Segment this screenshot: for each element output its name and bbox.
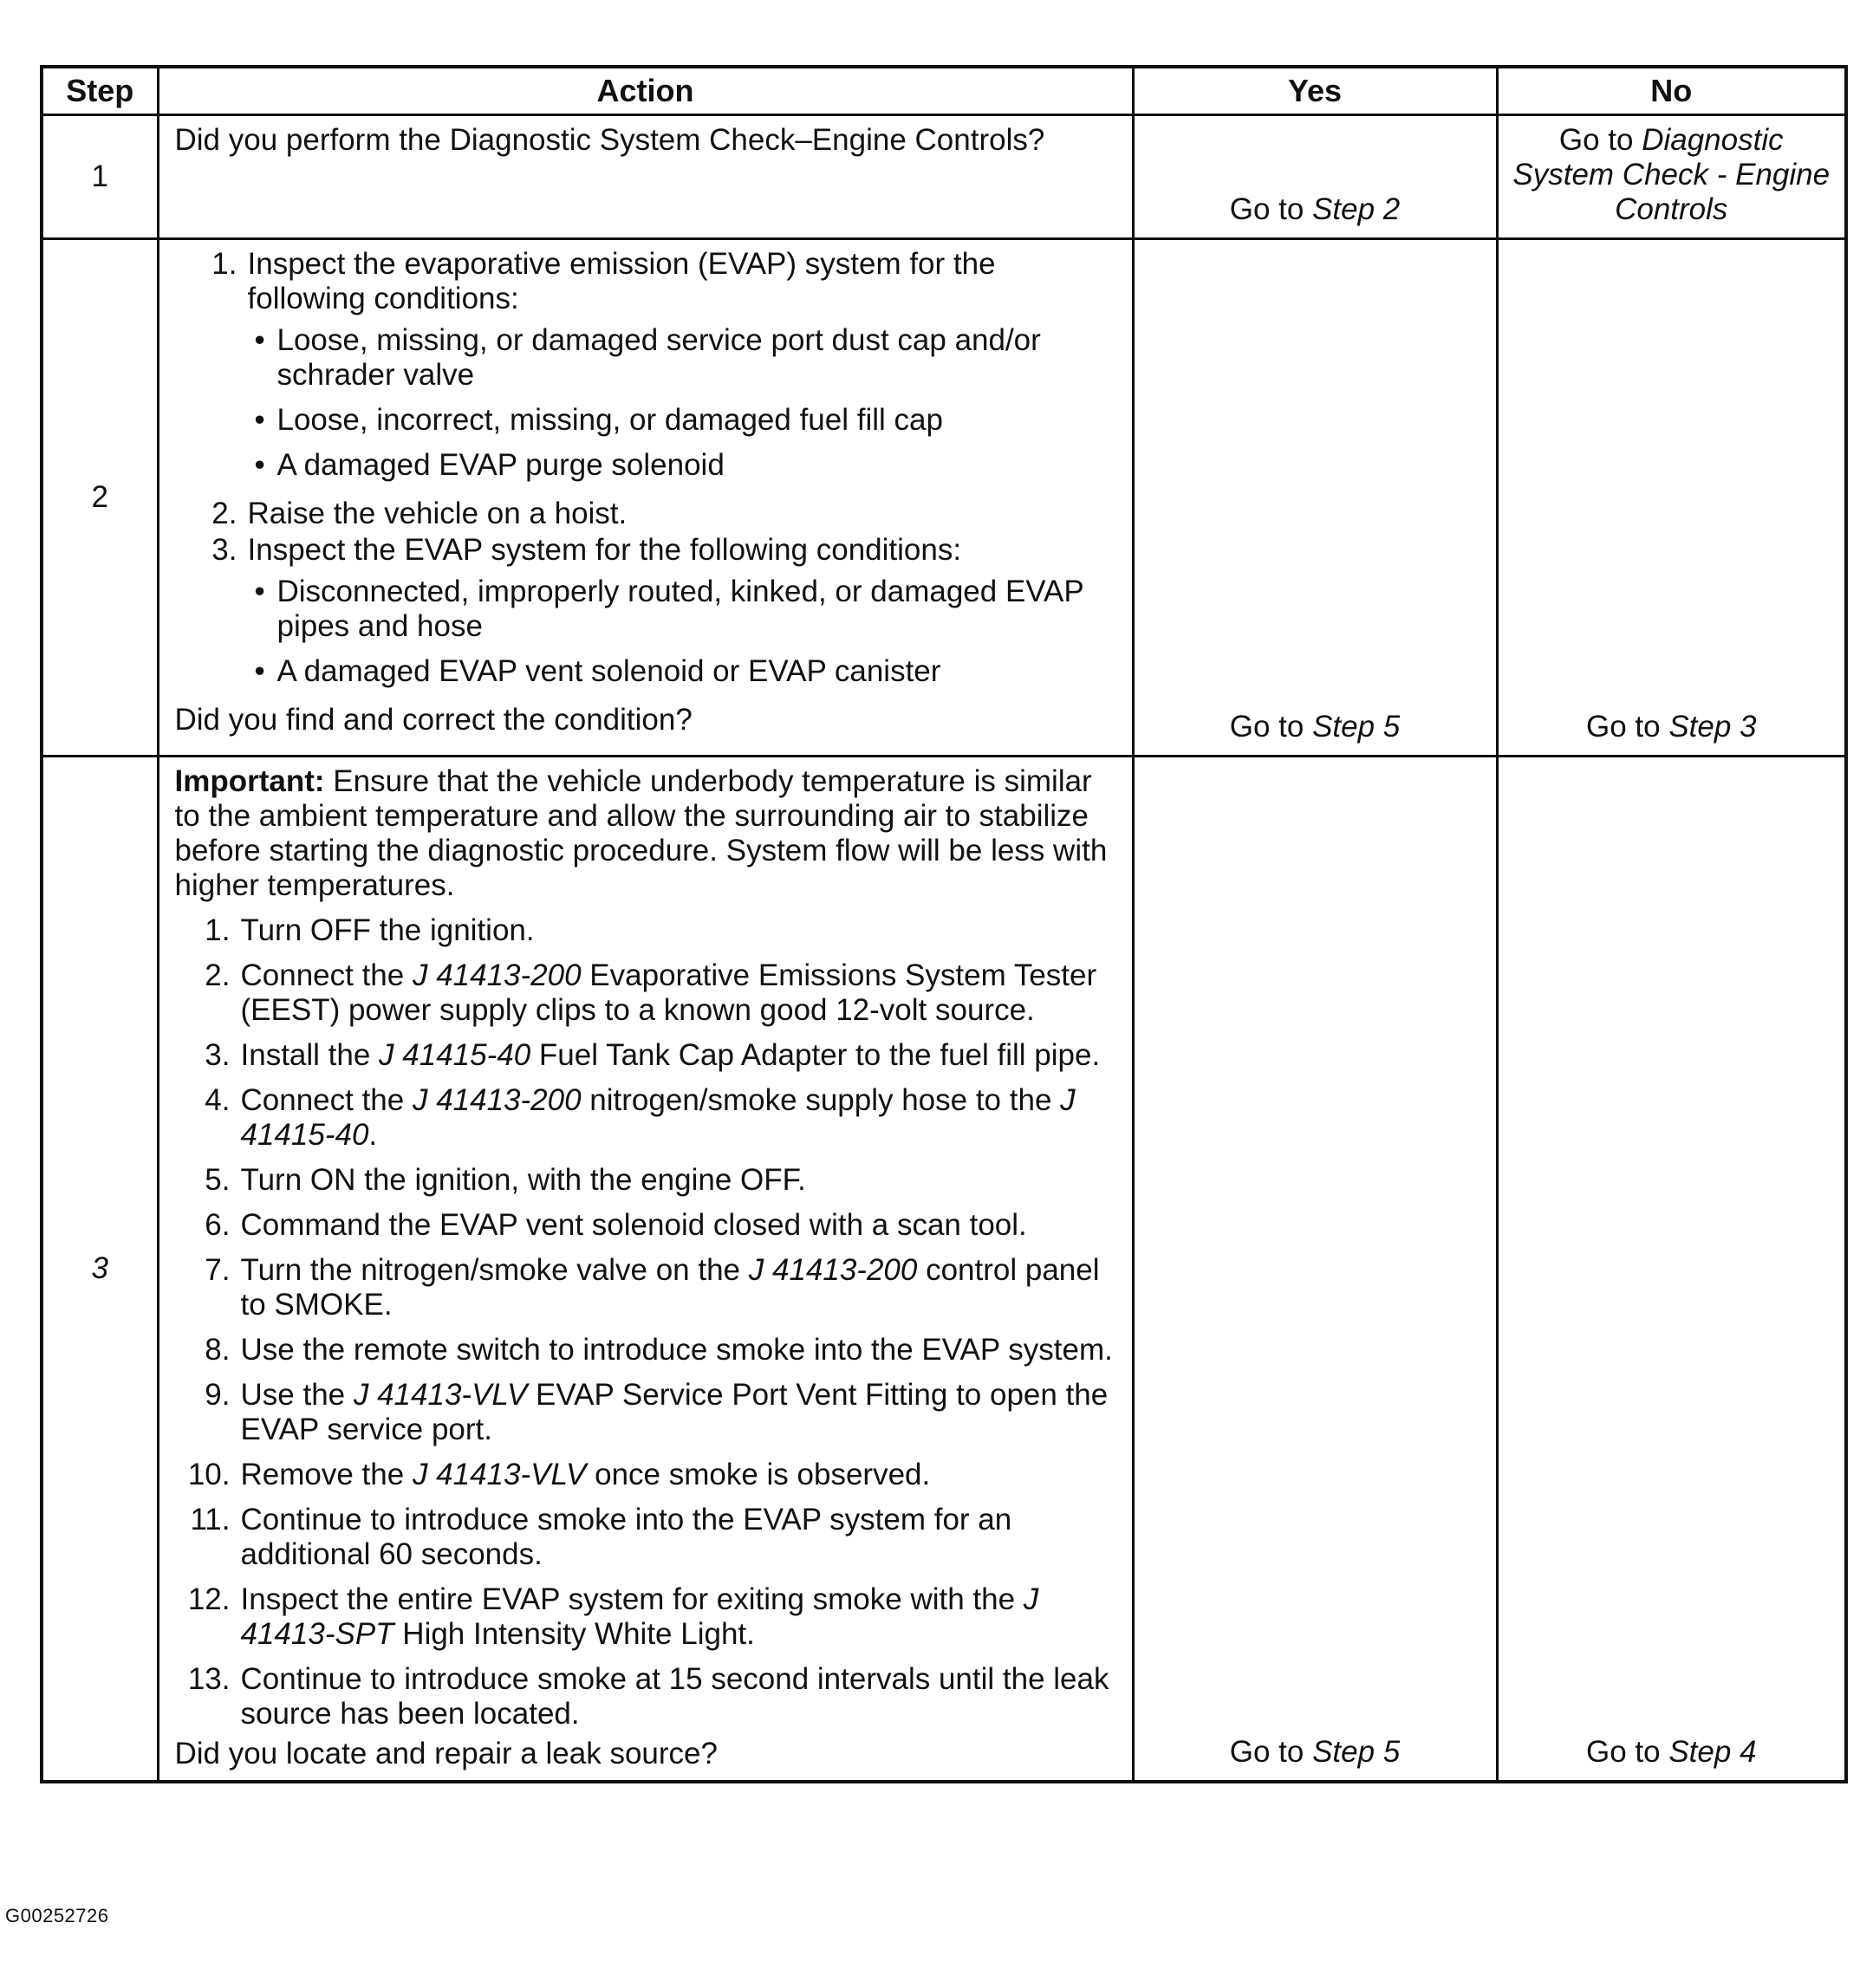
header-row [42, 67, 1846, 115]
question-text: Did you perform the Diagnostic System Check–Engine Controls? [174, 123, 1045, 157]
step-text: Raise the vehicle on a hoist. [247, 497, 628, 530]
procedure-step: 13. Continue to introduce smoke at 15 second intervals until the leak source has been located. [187, 1662, 1109, 1731]
procedure-step [175, 247, 1116, 486]
yes-cell [1133, 115, 1497, 239]
procedure-step: 10. Remove the J 41413-VLV once smoke is observed. [187, 1458, 931, 1491]
question-text: Did you find and correct the condition? [174, 703, 693, 737]
step-index: 2. [211, 497, 237, 530]
step-index: 3. [211, 533, 237, 567]
header-step: Step [42, 67, 158, 115]
header-no: No [1497, 67, 1846, 115]
step-number: 1 [42, 115, 158, 239]
important-text: Ensure that the vehicle underbody temperature is similar to the ambient temperature and allow the surrounding air to stabilize before starting the diagnostic procedure. System flow will be less with higher temperatures. [174, 764, 1108, 902]
table-row-step-3 [42, 757, 1846, 1783]
step-text: Inspect the EVAP system for the following conditions: [247, 533, 962, 567]
no-cell [1497, 115, 1846, 239]
header-yes: Yes [1133, 67, 1497, 115]
figure-id: G00252726 [5, 1905, 109, 1926]
no-step-link[interactable]: Diagnostic System Check - Engine Controls [1512, 123, 1831, 226]
procedure-step: 11. Continue to introduce smoke into the EVAP system for an additional 60 seconds. [190, 1503, 1012, 1571]
tool-reference: J 41413-VLV [353, 1378, 528, 1412]
procedure-step [175, 497, 1116, 531]
tool-reference: J 41415-40 [379, 1038, 531, 1072]
tool-reference: J 41415-40 [240, 1083, 1076, 1152]
condition-item: • Loose, incorrect, missing, or damaged fuel fill cap [254, 403, 943, 437]
condition-item: • Loose, missing, or damaged service port dust cap and/or schrader valve [254, 323, 1041, 392]
important-note [175, 764, 1116, 903]
yes-step-link[interactable]: Step 2 [1312, 192, 1401, 226]
tool-reference: J 41413-SPT [240, 1582, 1039, 1651]
important-label: Important: [174, 764, 325, 798]
tool-reference: J 41413-VLV [412, 1458, 587, 1491]
action-cell [158, 239, 1133, 757]
condition-list [248, 575, 1116, 689]
no-step-link[interactable]: Step 3 [1668, 710, 1757, 744]
procedure-step: 8. Use the remote switch to introduce smoke into the EVAP system. [205, 1333, 1113, 1367]
step-index: 1. [211, 247, 237, 281]
table-row-step-2 [42, 239, 1846, 757]
condition-list [248, 323, 1116, 483]
yes-prefix: Go to [1229, 710, 1313, 744]
procedure-step: 4. Connect the J 41413-200 nitrogen/smoke supply hose to the J 41415-40. [205, 1083, 1076, 1152]
step-number: 2 [42, 239, 158, 757]
diagnostic-table [40, 65, 1848, 1783]
yes-prefix: Go to [1229, 192, 1313, 226]
procedure-step: 6. Command the EVAP vent solenoid closed with a scan tool. [205, 1208, 1027, 1242]
question-text: Did you locate and repair a leak source? [174, 1737, 718, 1770]
tool-reference: J 41413-200 [412, 1083, 582, 1117]
procedure-step: 2. Connect the J 41413-200 Evaporative Emissions System Tester (EEST) power supply clips to a known good 12-volt source. [205, 958, 1097, 1027]
no-cell [1497, 757, 1846, 1783]
procedure-step: 5. Turn ON the ignition, with the engine OFF. [205, 1163, 806, 1197]
action-cell [158, 115, 1133, 239]
tool-reference: J 41413-200 [748, 1253, 918, 1287]
yes-cell [1133, 757, 1497, 1783]
yes-cell [1133, 239, 1497, 757]
yes-prefix: Go to [1229, 1735, 1313, 1769]
procedure-list [175, 913, 1116, 1731]
condition-item: • Disconnected, improperly routed, kinked, or damaged EVAP pipes and hose [254, 575, 1084, 643]
tool-reference: J 41413-200 [412, 958, 582, 992]
yes-step-link[interactable]: Step 5 [1312, 710, 1401, 744]
action-cell [158, 757, 1133, 1783]
procedure-step: 7. Turn the nitrogen/smoke valve on the J 41413-200 control panel to SMOKE. [205, 1253, 1100, 1322]
procedure-step: 9. Use the J 41413-VLV EVAP Service Port Vent Fitting to open the EVAP service port. [205, 1378, 1109, 1446]
table-row-step-1 [42, 115, 1846, 239]
step-number: 3 [42, 757, 158, 1783]
no-prefix: Go to [1585, 1735, 1669, 1769]
no-cell [1497, 239, 1846, 757]
procedure-step [175, 533, 1116, 692]
yes-step-link[interactable]: Step 5 [1312, 1735, 1401, 1769]
procedure-step: 3. Install the J 41415-40 Fuel Tank Cap Adapter to the fuel fill pipe. [205, 1038, 1101, 1072]
no-step-link[interactable]: Step 4 [1668, 1735, 1757, 1769]
procedure-list [175, 247, 1116, 692]
no-prefix: Go to [1585, 710, 1669, 744]
procedure-step: 1. Turn OFF the ignition. [205, 913, 535, 947]
no-prefix: Go to [1558, 123, 1642, 157]
procedure-step: 12. Inspect the entire EVAP system for exiting smoke with the J 41413-SPT High Intensity White Light. [187, 1582, 1039, 1651]
condition-item: • A damaged EVAP purge solenoid [254, 448, 725, 482]
condition-item: • A damaged EVAP vent solenoid or EVAP canister [254, 654, 941, 688]
header-action: Action [158, 67, 1133, 115]
step-text: Inspect the evaporative emission (EVAP) system for the following conditions: [247, 247, 996, 315]
